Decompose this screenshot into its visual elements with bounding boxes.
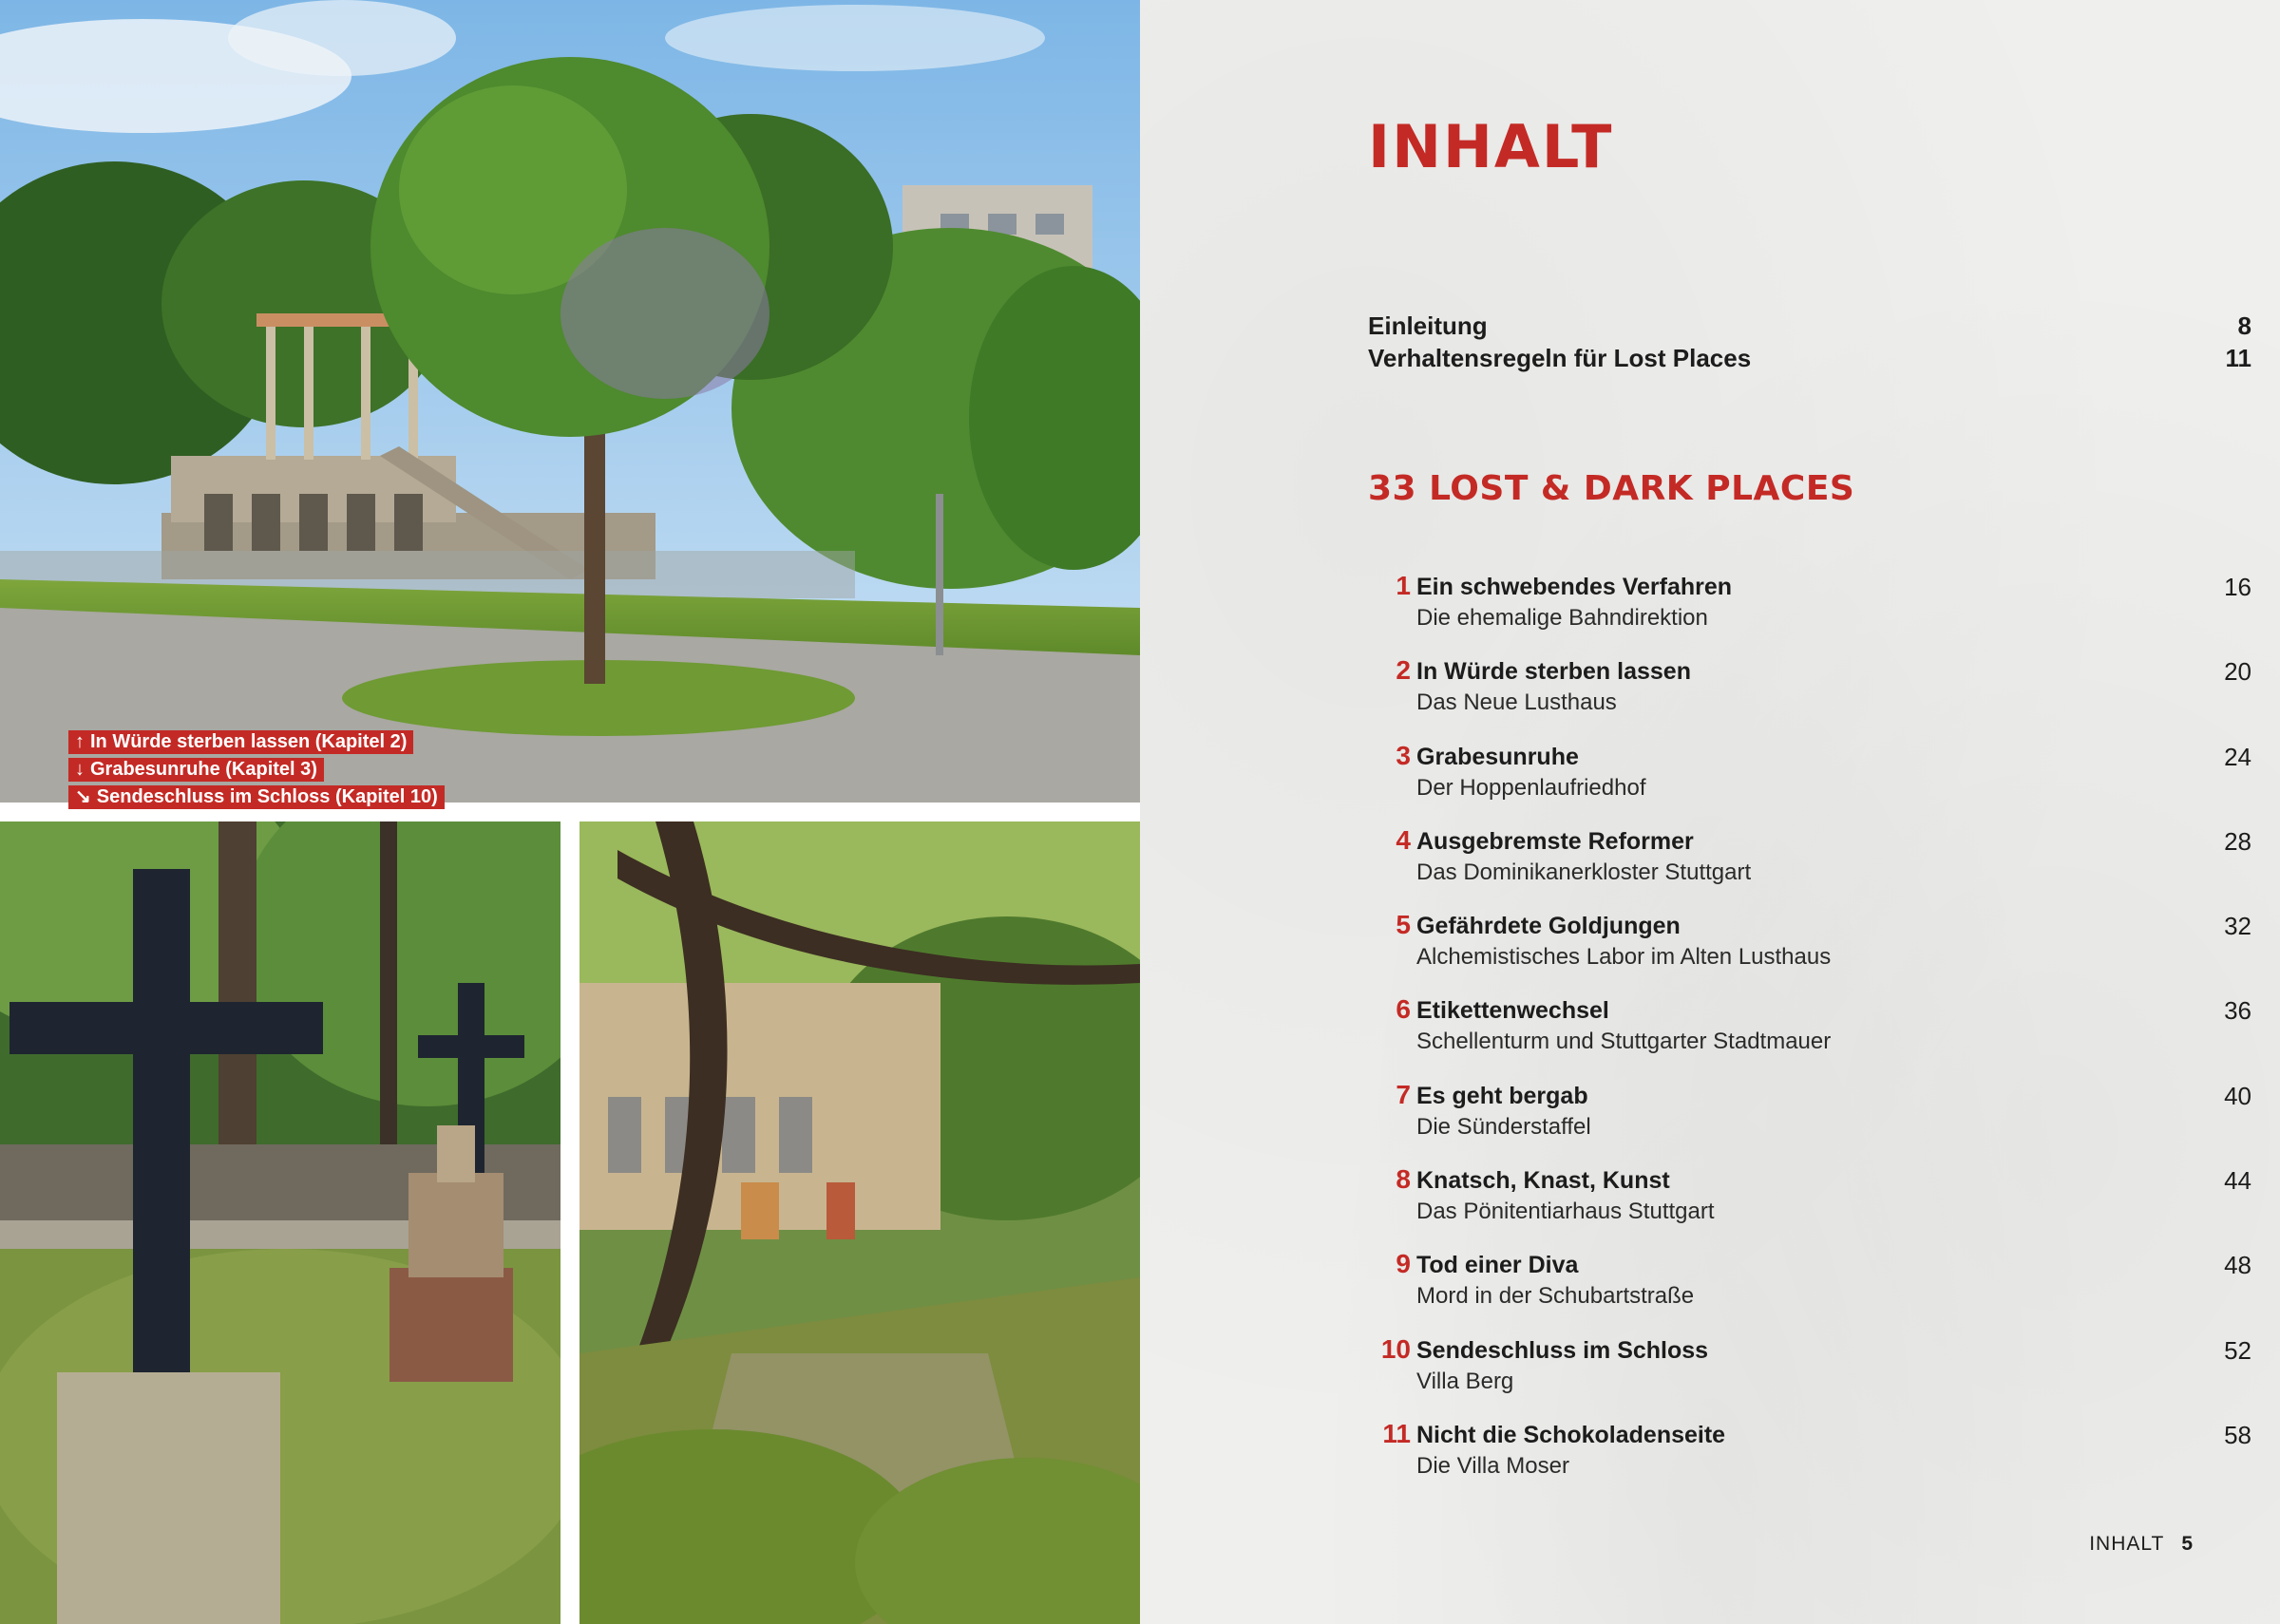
toc-entry[interactable] bbox=[1368, 342, 2252, 374]
chapter-number: 2 bbox=[1396, 655, 1411, 686]
toc-page bbox=[1140, 0, 2280, 1624]
chapter-subtitle: Villa Berg bbox=[1416, 1368, 1514, 1394]
page-footer bbox=[2089, 1533, 2194, 1556]
chapter-subtitle: Das Pönitentiarhaus Stuttgart bbox=[1416, 1199, 1715, 1225]
toc-entry-page: 8 bbox=[2237, 312, 2252, 340]
toc-entry-page: 11 bbox=[2225, 344, 2252, 372]
chapter-number: 1 bbox=[1396, 571, 1411, 600]
chapter-number: 5 bbox=[1396, 910, 1411, 940]
chapter-subtitle: Der Hoppenlaufriedhof bbox=[1416, 774, 1646, 801]
chapter-entry[interactable] bbox=[1368, 740, 2252, 824]
chapter-title: Ausgebremste Reformer bbox=[1416, 827, 1694, 855]
chapter-title: Tod einer Diva bbox=[1416, 1252, 1579, 1279]
toc-entry-label: Verhaltensregeln für Lost Places bbox=[1368, 344, 1752, 372]
chapter-subtitle: Das Dominikanerkloster Stuttgart bbox=[1416, 859, 1752, 885]
chapter-number: 6 bbox=[1396, 994, 1411, 1025]
chapter-title: In Würde sterben lassen bbox=[1416, 658, 1691, 686]
chapter-subtitle: Alchemistisches Labor im Alten Lusthaus bbox=[1416, 944, 1832, 971]
chapter-entry[interactable] bbox=[1368, 824, 2252, 909]
chapter-number: 10 bbox=[1380, 1333, 1411, 1364]
chapter-page: 24 bbox=[2224, 742, 2252, 771]
toc-entry[interactable] bbox=[1368, 310, 2252, 342]
photo-caption bbox=[68, 785, 445, 809]
photo-villa-berg bbox=[580, 821, 1140, 1624]
chapter-title: Es geht bergab bbox=[1416, 1082, 1588, 1109]
arrow-down-right-icon: ↘ bbox=[75, 786, 91, 807]
photo-neues-lusthaus bbox=[0, 0, 1140, 803]
section-heading: 33 LOST & DARK PLACES bbox=[1368, 469, 1855, 508]
photo-hoppenlaufriedhof bbox=[0, 821, 560, 1624]
chapter-number: 7 bbox=[1396, 1079, 1411, 1109]
chapter-page: 16 bbox=[2224, 573, 2252, 601]
chapter-number: 8 bbox=[1396, 1164, 1411, 1195]
chapter-title: Nicht die Schokoladenseite bbox=[1416, 1421, 1726, 1448]
chapter-title: Sendeschluss im Schloss bbox=[1416, 1336, 1709, 1364]
chapter-title: Gefährdete Goldjungen bbox=[1416, 913, 1681, 940]
caption-text: Grabesunruhe (Kapitel 3) bbox=[90, 759, 317, 780]
chapter-page: 48 bbox=[2224, 1251, 2252, 1280]
chapter-subtitle: Das Neue Lusthaus bbox=[1416, 689, 1617, 716]
chapter-entry[interactable] bbox=[1368, 993, 2252, 1078]
chapter-page: 44 bbox=[2224, 1166, 2252, 1196]
chapter-subtitle: Die ehemalige Bahndirektion bbox=[1416, 605, 1708, 631]
caption-text: Sendeschluss im Schloss (Kapitel 10) bbox=[96, 786, 438, 807]
chapter-entry[interactable] bbox=[1368, 1418, 2252, 1502]
footer-section-label: INHALT bbox=[2089, 1533, 2165, 1555]
chapter-page: 20 bbox=[2224, 657, 2252, 687]
chapter-page: 32 bbox=[2224, 912, 2252, 941]
chapter-subtitle: Schellenturm und Stuttgarter Stadtmauer bbox=[1416, 1029, 1832, 1055]
chapter-entry[interactable] bbox=[1368, 570, 2252, 654]
page-number: 5 bbox=[2181, 1533, 2194, 1555]
chapter-entry[interactable] bbox=[1368, 654, 2252, 739]
page-title: INHALT bbox=[1368, 112, 1614, 181]
chapter-entry[interactable] bbox=[1368, 1248, 2252, 1332]
photo-caption bbox=[68, 730, 413, 754]
chapter-page: 52 bbox=[2224, 1335, 2252, 1365]
toc-entry-label: Einleitung bbox=[1368, 312, 1488, 340]
chapter-entry[interactable] bbox=[1368, 909, 2252, 993]
chapter-list bbox=[1368, 570, 2252, 1502]
chapter-entry[interactable] bbox=[1368, 1163, 2252, 1248]
intro-list bbox=[1368, 310, 2252, 374]
chapter-subtitle: Die Villa Moser bbox=[1416, 1452, 1569, 1479]
chapter-subtitle: Die Sünderstaffel bbox=[1416, 1113, 1591, 1140]
chapter-subtitle: Mord in der Schubartstraße bbox=[1416, 1283, 1695, 1310]
chapter-title: Etikettenwechsel bbox=[1416, 997, 1609, 1025]
chapter-title: Ein schwebendes Verfahren bbox=[1416, 574, 1733, 600]
arrow-up-icon: ↑ bbox=[75, 731, 85, 752]
chapter-page: 36 bbox=[2224, 996, 2252, 1026]
caption-text: In Würde sterben lassen (Kapitel 2) bbox=[90, 731, 408, 752]
chapter-entry[interactable] bbox=[1368, 1079, 2252, 1163]
chapter-number: 9 bbox=[1396, 1249, 1411, 1279]
chapter-page: 58 bbox=[2224, 1420, 2252, 1449]
chapter-entry[interactable] bbox=[1368, 1333, 2252, 1418]
photo-caption bbox=[68, 758, 324, 782]
chapter-title: Knatsch, Knast, Kunst bbox=[1416, 1167, 1670, 1195]
chapter-number: 3 bbox=[1396, 740, 1411, 770]
chapter-page: 28 bbox=[2224, 826, 2252, 856]
chapter-title: Grabesunruhe bbox=[1416, 743, 1579, 770]
chapter-page: 40 bbox=[2224, 1081, 2252, 1110]
chapter-number: 11 bbox=[1382, 1418, 1411, 1448]
chapter-number: 4 bbox=[1396, 824, 1411, 855]
arrow-down-icon: ↓ bbox=[75, 759, 85, 780]
photo-caption-list bbox=[68, 730, 445, 813]
